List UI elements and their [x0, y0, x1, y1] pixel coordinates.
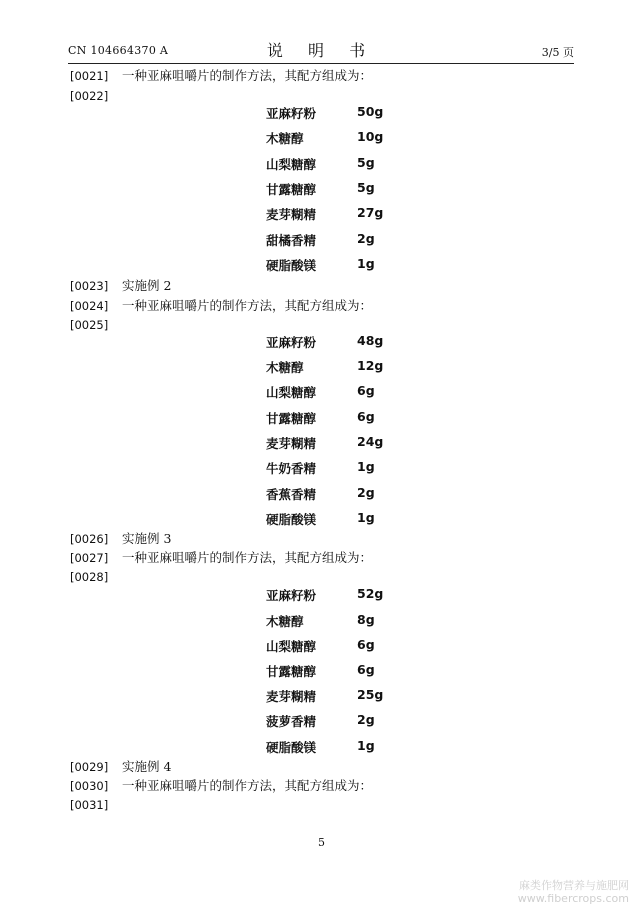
paragraph-0024: [0024] 一种亚麻咀嚼片的制作方法，其配方组成为： [70, 298, 373, 313]
formula-3-row: 菠萝香精 2g [266, 712, 375, 729]
paragraph-0027: [0027] 一种亚麻咀嚼片的制作方法，其配方组成为： [70, 550, 373, 565]
formula-2-row: 香蕉香精 2g [266, 485, 375, 502]
formula-2-row: 木糖醇 12g [266, 358, 384, 375]
formula-3-row: 山梨糖醇 6g [266, 637, 375, 654]
paragraph-0021: [0021] 一种亚麻咀嚼片的制作方法，其配方组成为： [70, 68, 373, 83]
formula-3-row: 木糖醇 8g [266, 612, 375, 629]
page-indicator: 3/5 页 [541, 46, 574, 59]
formula-3-row: 甘露糖醇 6g [266, 662, 375, 679]
paragraph-0030: [0030] 一种亚麻咀嚼片的制作方法，其配方组成为： [70, 778, 373, 793]
formula-2-row: 牛奶香精 1g [266, 459, 375, 476]
formula-3-row: 麦芽糊精 25g [266, 687, 384, 704]
paragraph-0023: [0023] 实施例 2 [70, 278, 172, 293]
watermark-line: 麻类作物营养与施肥网 [519, 879, 629, 892]
watermark [518, 879, 629, 905]
formula-1-row: 甜橘香精 2g [266, 231, 375, 248]
formula-2-row: 山梨糖醇 6g [266, 383, 375, 400]
paragraph-0031: [0031] [70, 798, 109, 812]
paragraph-0026: [0026] 实施例 3 [70, 531, 172, 546]
formula-1-row: 木糖醇 10g [266, 129, 384, 146]
paragraph-0029: [0029] 实施例 4 [70, 759, 172, 774]
paragraph-0022: [0022] [70, 89, 109, 103]
formula-1-row: 麦芽糊精 27g [266, 205, 384, 222]
formula-1-row: 硬脂酸镁 1g [266, 256, 375, 273]
paragraph-0025: [0025] [70, 318, 109, 332]
header-divider [68, 63, 574, 64]
page-header [68, 36, 574, 62]
paragraph-0028: [0028] [70, 570, 109, 584]
page-title: 说 明 书 [266, 41, 376, 60]
watermark-line: www.fibercrops.com [517, 892, 629, 905]
document-number: CN 104664370 A [68, 44, 169, 57]
formula-2-row: 亚麻籽粉 48g [266, 333, 384, 350]
formula-1-row: 山梨糖醇 5g [266, 155, 375, 172]
formula-3-row: 亚麻籽粉 52g [266, 586, 384, 603]
formula-2-row: 硬脂酸镁 1g [266, 510, 375, 527]
formula-2-row: 甘露糖醇 6g [266, 409, 375, 426]
page-number: 5 [318, 836, 325, 849]
formula-2-row: 麦芽糊精 24g [266, 434, 384, 451]
formula-3-row: 硬脂酸镁 1g [266, 738, 375, 755]
formula-1-row: 甘露糖醇 5g [266, 180, 375, 197]
formula-1-row: 亚麻籽粉 50g [266, 104, 384, 121]
